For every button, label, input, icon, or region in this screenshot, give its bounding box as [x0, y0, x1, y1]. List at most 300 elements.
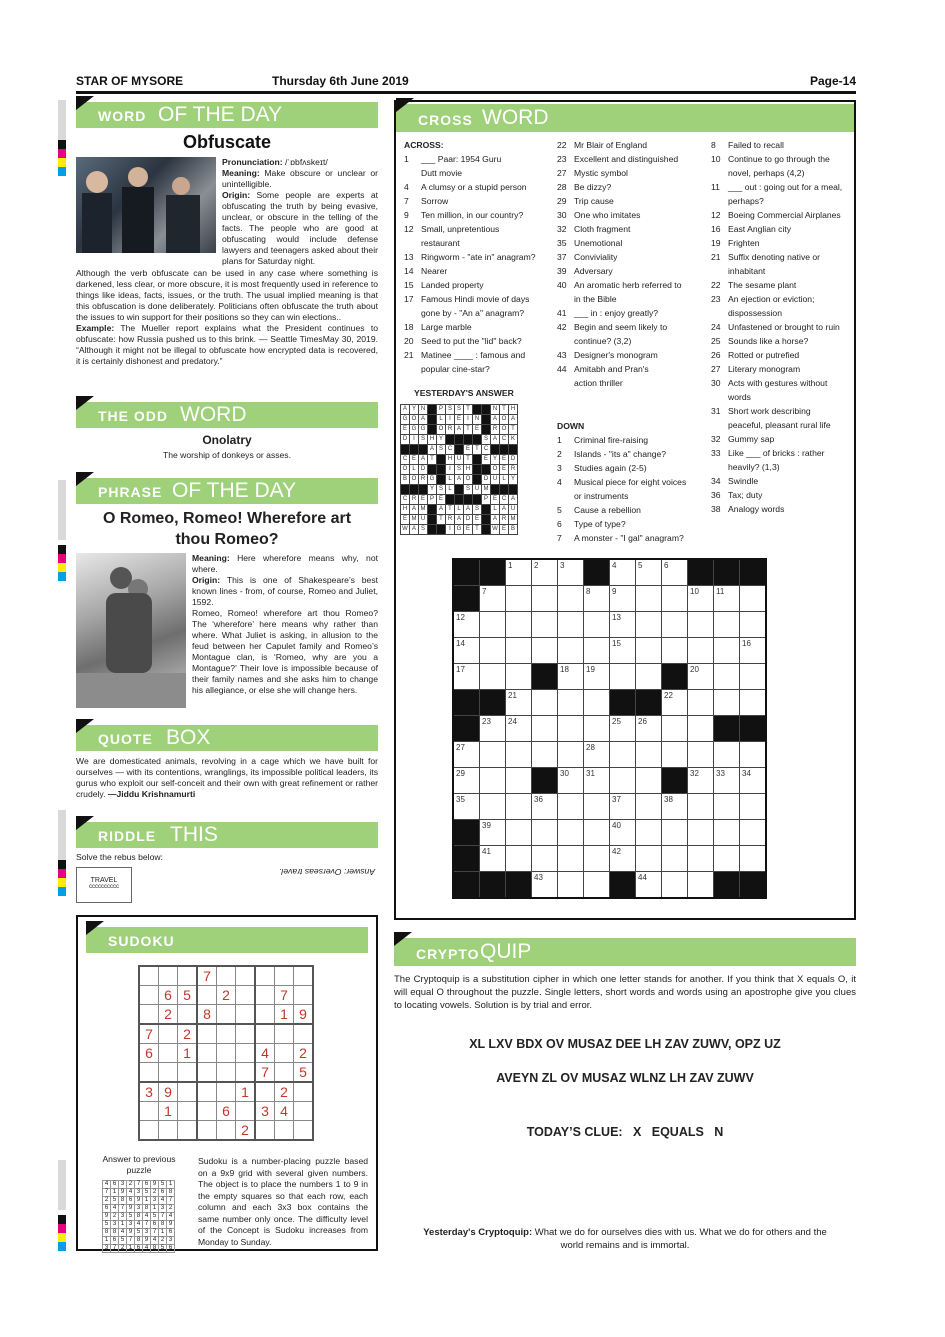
- crossword-cell[interactable]: [532, 742, 558, 768]
- answer-cell: H: [428, 435, 437, 445]
- crossword-cell[interactable]: [688, 664, 714, 690]
- cell-number: 24: [508, 717, 517, 726]
- crossword-cell[interactable]: [532, 846, 558, 872]
- answer-cell: E: [500, 465, 509, 475]
- crossword-cell[interactable]: [714, 820, 740, 846]
- clue-number: 30: [557, 210, 567, 220]
- crossword-cell[interactable]: [714, 794, 740, 820]
- answer-black-cell: [419, 485, 428, 495]
- crossword-cell[interactable]: [610, 612, 636, 638]
- clue-line: [557, 348, 707, 362]
- sudoku-cell[interactable]: [236, 1102, 256, 1121]
- sudoku-cell[interactable]: [197, 1063, 217, 1083]
- clue-line: [557, 362, 707, 376]
- sudoku-cell[interactable]: [197, 1044, 217, 1063]
- crossword-cell[interactable]: [688, 794, 714, 820]
- prev-sudoku-cell: 8: [135, 1237, 143, 1245]
- answer-cell: S: [482, 435, 491, 445]
- clue-text: Sorrow: [421, 196, 449, 206]
- crossword-cell[interactable]: [558, 872, 584, 899]
- crossword-cell[interactable]: [558, 768, 584, 794]
- crossword-cell[interactable]: [688, 846, 714, 872]
- sudoku-cell[interactable]: [197, 986, 217, 1005]
- sudoku-cell[interactable]: [217, 1024, 236, 1044]
- sudoku-cell[interactable]: 6: [139, 1044, 159, 1063]
- crossword-cell[interactable]: [688, 872, 714, 899]
- sudoku-cell[interactable]: [236, 1005, 256, 1025]
- sudoku-cell[interactable]: 3: [255, 1102, 275, 1121]
- crossword-cell[interactable]: [532, 716, 558, 742]
- sudoku-cell[interactable]: [255, 1082, 275, 1102]
- crossword-cell[interactable]: [688, 820, 714, 846]
- crossword-cell[interactable]: [610, 559, 636, 586]
- crossword-cell[interactable]: [584, 794, 610, 820]
- crossword-cell[interactable]: [740, 690, 767, 716]
- answer-cell: E: [491, 495, 500, 505]
- sudoku-cell[interactable]: 2: [217, 986, 236, 1005]
- crossword-cell[interactable]: [506, 742, 532, 768]
- crossword-cell[interactable]: [714, 638, 740, 664]
- crossword-cell[interactable]: [532, 794, 558, 820]
- crossword-cell[interactable]: [636, 612, 662, 638]
- clue-text: inhabitant: [728, 266, 766, 276]
- sudoku-cell[interactable]: [217, 1005, 236, 1025]
- answer-cell: Y: [509, 475, 518, 485]
- crossword-cell[interactable]: [506, 559, 532, 586]
- crossword-cell[interactable]: [480, 820, 506, 846]
- answer-cell: L: [491, 505, 500, 515]
- crossword-cell[interactable]: [480, 794, 506, 820]
- sudoku-cell[interactable]: [275, 1024, 294, 1044]
- answer-black-cell: [455, 495, 464, 505]
- crossword-cell[interactable]: [610, 638, 636, 664]
- crossword-cell[interactable]: [636, 664, 662, 690]
- crossword-cell[interactable]: [662, 586, 688, 612]
- sudoku-cell[interactable]: [236, 1044, 256, 1063]
- crossword-cell[interactable]: [584, 612, 610, 638]
- crossword-cell[interactable]: [740, 638, 767, 664]
- answer-cell: R: [509, 465, 518, 475]
- crossword-cell[interactable]: [453, 768, 480, 794]
- crossword-cell[interactable]: [558, 664, 584, 690]
- sudoku-cell[interactable]: 5: [294, 1063, 314, 1083]
- crossword-cell[interactable]: [532, 638, 558, 664]
- clue-number: 24: [711, 322, 721, 332]
- prev-sudoku-cell: 6: [167, 1229, 175, 1237]
- sudoku-cell[interactable]: 4: [275, 1102, 294, 1121]
- crossword-cell[interactable]: [662, 559, 688, 586]
- clue-text: Landed property: [421, 280, 484, 290]
- sudoku-cell[interactable]: [139, 1063, 159, 1083]
- crossword-cell[interactable]: [558, 612, 584, 638]
- sudoku-cell[interactable]: [197, 1102, 217, 1121]
- clue-number: 8: [711, 140, 716, 150]
- crossword-cell[interactable]: [662, 716, 688, 742]
- sudoku-cell[interactable]: [178, 1082, 198, 1102]
- sudoku-cell[interactable]: [236, 986, 256, 1005]
- answer-black-cell: [464, 435, 473, 445]
- crossword-cell[interactable]: [688, 586, 714, 612]
- crossword-cell[interactable]: [688, 612, 714, 638]
- sudoku-cell[interactable]: 3: [139, 1082, 159, 1102]
- sudoku-cell[interactable]: [294, 1024, 314, 1044]
- answer-cell: N: [419, 405, 428, 415]
- cell-number: 4: [612, 561, 617, 570]
- prev-sudoku-cell: 3: [103, 1245, 111, 1253]
- sudoku-cell[interactable]: [217, 1063, 236, 1083]
- crossword-cell[interactable]: [558, 586, 584, 612]
- cell-number: 7: [482, 587, 487, 596]
- sudoku-cell[interactable]: 9: [159, 1082, 178, 1102]
- sudoku-cell[interactable]: [139, 986, 159, 1005]
- answer-cell: A: [455, 515, 464, 525]
- crossword-cell[interactable]: [506, 612, 532, 638]
- sudoku-cell[interactable]: [217, 1044, 236, 1063]
- crossword-cell[interactable]: [714, 690, 740, 716]
- odd-word-banner: THE ODD WORD: [76, 402, 378, 428]
- clue-line: [557, 447, 707, 461]
- crossword-cell[interactable]: [506, 586, 532, 612]
- crossword-cell[interactable]: [610, 742, 636, 768]
- crossword-cell[interactable]: [532, 612, 558, 638]
- crossword-cell[interactable]: [636, 794, 662, 820]
- answer-black-cell: [419, 445, 428, 455]
- word-photo: [76, 157, 216, 253]
- prev-sudoku-cell: 4: [111, 1205, 119, 1213]
- sudoku-cell[interactable]: [178, 1063, 198, 1083]
- crossword-cell[interactable]: [714, 664, 740, 690]
- sudoku-cell[interactable]: 1: [159, 1102, 178, 1121]
- answer-cell: N: [473, 415, 482, 425]
- answer-cell: U: [491, 475, 500, 485]
- sudoku-cell[interactable]: 2: [294, 1044, 314, 1063]
- sudoku-cell[interactable]: 6: [217, 1102, 236, 1121]
- sudoku-cell[interactable]: [217, 1082, 236, 1102]
- sudoku-cell[interactable]: [178, 1005, 198, 1025]
- crossword-cell[interactable]: [610, 794, 636, 820]
- crossword-cell[interactable]: [610, 586, 636, 612]
- answer-black-cell: [428, 415, 437, 425]
- clue-text: Designer's monogram: [574, 350, 658, 360]
- sudoku-cell[interactable]: 1: [275, 1005, 294, 1025]
- crossword-cell[interactable]: [740, 820, 767, 846]
- clue-text: Boeing Commercial Airplanes: [728, 210, 841, 220]
- sudoku-cell[interactable]: [255, 966, 275, 986]
- crossword-cell[interactable]: [480, 586, 506, 612]
- crossword-cell[interactable]: [480, 638, 506, 664]
- crossword-cell[interactable]: [688, 716, 714, 742]
- answer-cell: E: [500, 525, 509, 535]
- color-bar: [58, 545, 66, 581]
- sudoku-cell[interactable]: [294, 986, 314, 1005]
- clue-text: Studies again (2-5): [574, 463, 647, 473]
- crossword-cell[interactable]: [714, 586, 740, 612]
- crossword-cell[interactable]: [506, 846, 532, 872]
- clue-number: 21: [711, 252, 721, 262]
- sudoku-cell[interactable]: [139, 1102, 159, 1121]
- crossword-cell[interactable]: [740, 586, 767, 612]
- sudoku-cell[interactable]: [275, 1121, 294, 1141]
- clue-line: [557, 433, 707, 447]
- sudoku-cell[interactable]: [294, 1102, 314, 1121]
- crossword-cell[interactable]: [453, 664, 480, 690]
- crossword-cell[interactable]: [532, 586, 558, 612]
- sudoku-cell[interactable]: [178, 1121, 198, 1141]
- crossword-cell[interactable]: [506, 820, 532, 846]
- prev-sudoku-cell: 7: [111, 1245, 119, 1253]
- crossword-cell[interactable]: [662, 612, 688, 638]
- answer-cell: A: [491, 415, 500, 425]
- answer-black-cell: [464, 495, 473, 505]
- crossword-cell[interactable]: [480, 664, 506, 690]
- cell-number: 44: [638, 873, 647, 882]
- crossword-cell[interactable]: [480, 846, 506, 872]
- sudoku-cell[interactable]: [294, 966, 314, 986]
- sudoku-cell[interactable]: [159, 1044, 178, 1063]
- answer-cell: E: [464, 525, 473, 535]
- crossword-cell[interactable]: [558, 794, 584, 820]
- crossword-black-cell: [453, 690, 480, 716]
- sudoku-cell[interactable]: [275, 966, 294, 986]
- answer-cell: D: [464, 515, 473, 525]
- crossword-cell[interactable]: [480, 768, 506, 794]
- sudoku-cell[interactable]: 2: [178, 1024, 198, 1044]
- crossword-cell[interactable]: [740, 794, 767, 820]
- sudoku-cell[interactable]: [294, 1082, 314, 1102]
- sudoku-cell[interactable]: 4: [255, 1044, 275, 1063]
- sudoku-cell[interactable]: [178, 1102, 198, 1121]
- crossword-cell[interactable]: [636, 872, 662, 899]
- answer-black-cell: [482, 465, 491, 475]
- clue-line: [557, 236, 707, 250]
- crossword-cell[interactable]: [610, 768, 636, 794]
- cell-number: 22: [664, 691, 673, 700]
- clue-line: [711, 264, 851, 278]
- clue-line: [557, 334, 707, 348]
- sudoku-cell[interactable]: 2: [159, 1005, 178, 1025]
- clue-text: Islands - "its a" change?: [574, 449, 667, 459]
- crossword-cell[interactable]: [584, 742, 610, 768]
- crossword-cell[interactable]: [480, 716, 506, 742]
- prev-sudoku-cell: 2: [127, 1181, 135, 1189]
- prev-sudoku-cell: 3: [151, 1197, 159, 1205]
- sudoku-cell[interactable]: 7: [139, 1024, 159, 1044]
- crossword-cell[interactable]: [662, 742, 688, 768]
- crossword-cell[interactable]: [610, 846, 636, 872]
- sudoku-cell[interactable]: [159, 1063, 178, 1083]
- sudoku-cell[interactable]: [217, 966, 236, 986]
- prev-sudoku-cell: 9: [127, 1205, 135, 1213]
- answer-black-cell: [473, 405, 482, 415]
- sudoku-cell[interactable]: [197, 1121, 217, 1141]
- crossword-cell[interactable]: [558, 846, 584, 872]
- crossword-cell[interactable]: [636, 716, 662, 742]
- sudoku-cell[interactable]: [255, 1024, 275, 1044]
- sudoku-cell[interactable]: 2: [236, 1121, 256, 1141]
- crossword-cell[interactable]: [506, 638, 532, 664]
- clue-number: 32: [711, 434, 721, 444]
- crossword-cell[interactable]: [584, 820, 610, 846]
- answer-black-cell: [491, 445, 500, 455]
- crossword-cell[interactable]: [636, 846, 662, 872]
- sudoku-cell[interactable]: 2: [275, 1082, 294, 1102]
- sudoku-cell[interactable]: 1: [178, 1044, 198, 1063]
- sudoku-cell[interactable]: 9: [294, 1005, 314, 1025]
- sudoku-cell[interactable]: [236, 966, 256, 986]
- crossword-cell[interactable]: [610, 716, 636, 742]
- sudoku-cell[interactable]: [275, 1063, 294, 1083]
- crossword-cell[interactable]: [584, 664, 610, 690]
- clue-line: [557, 475, 707, 489]
- crossword-cell[interactable]: [688, 742, 714, 768]
- word-definition: Pronunciation: /ˈɒbfʌskeɪt/ Meaning: Make obscure or unclear or unintelligible. Origin: Some people are experts at obfuscating the truth by being evasive, unclear, or obscure in the telling of the facts. The people who are good at obfuscating would include defense lawyers and teenagers asked about their plans for Saturday night.: [222, 157, 379, 266]
- word-of-day-title: Obfuscate: [182, 132, 272, 152]
- sudoku-cell[interactable]: [255, 986, 275, 1005]
- crossword-cell[interactable]: [584, 586, 610, 612]
- sudoku-cell[interactable]: 5: [178, 986, 198, 1005]
- sudoku-cell[interactable]: [197, 1082, 217, 1102]
- crossword-black-cell: [532, 664, 558, 690]
- crossword-cell[interactable]: [662, 846, 688, 872]
- crossword-cell[interactable]: [584, 872, 610, 899]
- sudoku-cell[interactable]: [159, 966, 178, 986]
- clue-text: novel, perhaps (4,2): [728, 168, 805, 178]
- across-clues-1: [404, 152, 554, 376]
- sudoku-cell[interactable]: [197, 1024, 217, 1044]
- clue-text: Continue to go through the: [728, 154, 830, 164]
- crossword-cell[interactable]: [558, 638, 584, 664]
- sudoku-cell[interactable]: [275, 1044, 294, 1063]
- crossword-cell[interactable]: [453, 794, 480, 820]
- crossword-cell[interactable]: [506, 690, 532, 716]
- crossword-cell[interactable]: [740, 742, 767, 768]
- sudoku-cell[interactable]: [294, 1121, 314, 1141]
- sudoku-cell[interactable]: 8: [197, 1005, 217, 1025]
- clue-text: gone by - "An a" anagram?: [421, 308, 525, 318]
- sudoku-cell[interactable]: [139, 1121, 159, 1141]
- crossword-cell[interactable]: [506, 768, 532, 794]
- sudoku-cell[interactable]: [255, 1005, 275, 1025]
- sudoku-cell[interactable]: 1: [236, 1082, 256, 1102]
- crossword-cell[interactable]: [740, 664, 767, 690]
- crossword-cell[interactable]: [662, 794, 688, 820]
- sudoku-cell[interactable]: [236, 1063, 256, 1083]
- sudoku-cell[interactable]: [139, 1005, 159, 1025]
- crossword-cell[interactable]: [714, 742, 740, 768]
- sudoku-cell[interactable]: [217, 1121, 236, 1141]
- crossword-cell[interactable]: [558, 716, 584, 742]
- crossword-cell[interactable]: [453, 612, 480, 638]
- crossword-cell[interactable]: [453, 638, 480, 664]
- answer-black-cell: [482, 525, 491, 535]
- clue-number: 6: [557, 519, 562, 529]
- crossword-cell[interactable]: [636, 768, 662, 794]
- sudoku-cell[interactable]: 7: [255, 1063, 275, 1083]
- crossword-cell[interactable]: [636, 586, 662, 612]
- prev-answer-label: Answer to previous puzzle: [102, 1154, 176, 1175]
- crossword-cell[interactable]: [740, 768, 767, 794]
- crossword-cell[interactable]: [688, 768, 714, 794]
- cell-number: 32: [690, 769, 699, 778]
- answer-black-cell: [482, 515, 491, 525]
- clue-line: [404, 306, 554, 320]
- crossword-cell[interactable]: [662, 638, 688, 664]
- crossword-cell[interactable]: [558, 559, 584, 586]
- crossword-cell[interactable]: [506, 664, 532, 690]
- crossword-cell[interactable]: [636, 820, 662, 846]
- crossword-cell[interactable]: [584, 690, 610, 716]
- sudoku-cell[interactable]: 7: [275, 986, 294, 1005]
- crossword-cell[interactable]: [714, 846, 740, 872]
- crossword-cell[interactable]: [688, 690, 714, 716]
- crossword-cell[interactable]: [558, 820, 584, 846]
- crossword-cell[interactable]: [636, 742, 662, 768]
- clue-line: [557, 208, 707, 222]
- crossword-cell[interactable]: [688, 638, 714, 664]
- crossword-cell[interactable]: [532, 872, 558, 899]
- answer-cell: C: [500, 495, 509, 505]
- crossword-cell[interactable]: [506, 794, 532, 820]
- prev-sudoku-cell: 8: [143, 1205, 151, 1213]
- answer-black-cell: [473, 435, 482, 445]
- crossword-cell[interactable]: [662, 820, 688, 846]
- answer-cell: E: [419, 495, 428, 505]
- crossword-cell[interactable]: [453, 742, 480, 768]
- sudoku-cell[interactable]: 6: [159, 986, 178, 1005]
- prev-sudoku-cell: 4: [135, 1221, 143, 1229]
- answer-cell: O: [410, 415, 419, 425]
- yesterday-cryptoquip: Yesterday's Cryptoquip: What we do for ourselves dies with us. What we do for others and the world remains and is immortal.: [423, 1227, 827, 1251]
- crossword-cell[interactable]: [714, 612, 740, 638]
- answer-cell: P: [428, 495, 437, 505]
- clue-text: Analogy words: [728, 504, 785, 514]
- odd-word-title: Onolatry: [202, 433, 252, 447]
- sudoku-cell[interactable]: [159, 1121, 178, 1141]
- crossword-cell[interactable]: [636, 559, 662, 586]
- crossword-cell[interactable]: [584, 846, 610, 872]
- crossword-cell[interactable]: [532, 820, 558, 846]
- crossword-cell[interactable]: [584, 716, 610, 742]
- crossword-cell[interactable]: [610, 664, 636, 690]
- clue-number: 19: [711, 238, 721, 248]
- crossword-cell[interactable]: [532, 559, 558, 586]
- clue-text: Swindle: [728, 476, 759, 486]
- crossword-cell[interactable]: [662, 872, 688, 899]
- crossword-cell[interactable]: [740, 846, 767, 872]
- crossword-cell[interactable]: [714, 768, 740, 794]
- crossword-cell[interactable]: [480, 612, 506, 638]
- crossword-cell[interactable]: [506, 716, 532, 742]
- sudoku-cell[interactable]: [139, 966, 159, 986]
- crossword-cell[interactable]: [662, 690, 688, 716]
- sudoku-cell[interactable]: [159, 1024, 178, 1044]
- crossword-cell[interactable]: [558, 742, 584, 768]
- clue-number: 5: [557, 505, 562, 515]
- sudoku-cell[interactable]: [178, 966, 198, 986]
- clue-line: [404, 264, 554, 278]
- crossword-cell[interactable]: [558, 690, 584, 716]
- sudoku-cell[interactable]: [236, 1024, 256, 1044]
- crossword-cell[interactable]: [636, 638, 662, 664]
- sudoku-cell[interactable]: [255, 1121, 275, 1141]
- crossword-cell[interactable]: [584, 638, 610, 664]
- sudoku-cell[interactable]: 7: [197, 966, 217, 986]
- crossword-cell[interactable]: [740, 612, 767, 638]
- crossword-cell[interactable]: [584, 768, 610, 794]
- crossword-cell[interactable]: [610, 820, 636, 846]
- crossword-cell[interactable]: [532, 690, 558, 716]
- crossword-cell[interactable]: [480, 742, 506, 768]
